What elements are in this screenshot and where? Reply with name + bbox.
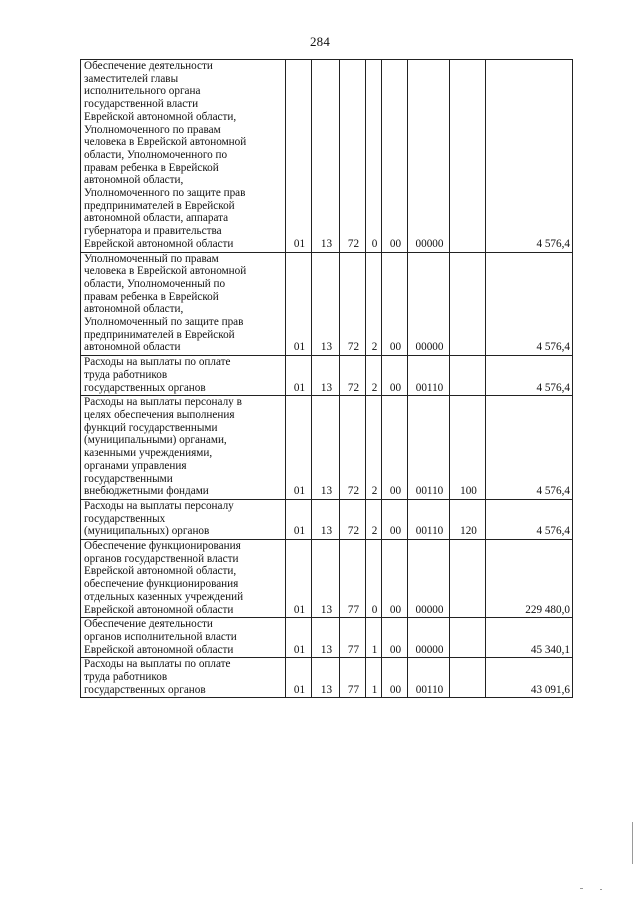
expense-type-code: [450, 658, 486, 698]
measure-code: 00: [382, 356, 408, 396]
page-number: 284: [309, 34, 331, 49]
direction-code: 00110: [408, 356, 450, 396]
section-code: 01: [286, 396, 312, 500]
amount: 4 576,4: [486, 356, 573, 396]
subprogram-code: 2: [366, 499, 382, 539]
budget-table: [80, 59, 573, 698]
direction-code: 00000: [408, 60, 450, 253]
program-code: 72: [340, 396, 366, 500]
subsection-code: 13: [312, 396, 340, 500]
section-code: 01: [286, 252, 312, 356]
measure-code: 00: [382, 618, 408, 658]
amount: 4 576,4: [486, 396, 573, 500]
row-name: Обеспечение функционирования органов государственной власти Еврейской автономной области, обеспечение функционирования отдельных казенных учреждений Еврейской автономной области: [81, 540, 286, 618]
section-code: 01: [286, 60, 312, 253]
measure-code: 00: [382, 658, 408, 698]
table-row: [81, 499, 573, 539]
subprogram-code: 1: [366, 658, 382, 698]
measure-code: 00: [382, 396, 408, 500]
row-name: Обеспечение деятельности заместителей главы исполнительного органа государственной власти Еврейской автономной области, Уполномоченного по правам человека в Еврейской автономной области, Уполномоченного по правам ребенка в Еврейской автономной области, Уполномоченного по защите прав предпринимателей в Еврейской автономной области, аппарата губернатора и правительства Еврейской автономной области: [81, 60, 286, 253]
row-name: Расходы на выплаты по оплате труда работников государственных органов: [81, 356, 286, 396]
subprogram-code: 2: [366, 252, 382, 356]
program-code: 72: [340, 252, 366, 356]
table-row: [81, 658, 573, 698]
table-row: [81, 60, 573, 253]
subprogram-code: 2: [366, 396, 382, 500]
table-row: [81, 396, 573, 500]
expense-type-code: 120: [450, 499, 486, 539]
subsection-code: 13: [312, 60, 340, 253]
program-code: 72: [340, 356, 366, 396]
scan-artifact-bottom-dot: [600, 889, 602, 890]
subsection-code: 13: [312, 499, 340, 539]
subsection-code: 13: [312, 658, 340, 698]
section-code: 01: [286, 618, 312, 658]
direction-code: 00000: [408, 540, 450, 618]
subsection-code: 13: [312, 540, 340, 618]
subprogram-code: 2: [366, 356, 382, 396]
program-code: 77: [340, 540, 366, 618]
program-code: 77: [340, 618, 366, 658]
direction-code: 00110: [408, 658, 450, 698]
expense-type-code: [450, 252, 486, 356]
program-code: 77: [340, 658, 366, 698]
table-row: [81, 540, 573, 618]
amount: 43 091,6: [486, 658, 573, 698]
subprogram-code: 0: [366, 540, 382, 618]
amount: 4 576,4: [486, 499, 573, 539]
subprogram-code: 1: [366, 618, 382, 658]
measure-code: 00: [382, 252, 408, 356]
amount: 45 340,1: [486, 618, 573, 658]
expense-type-code: [450, 60, 486, 253]
program-code: 72: [340, 60, 366, 253]
expense-type-code: [450, 356, 486, 396]
section-code: 01: [286, 356, 312, 396]
section-code: 01: [286, 499, 312, 539]
row-name: Расходы на выплаты персоналу государственных (муниципальных) органов: [81, 499, 286, 539]
table-row: [81, 252, 573, 356]
table-row: [81, 356, 573, 396]
program-code: 72: [340, 499, 366, 539]
measure-code: 00: [382, 60, 408, 253]
section-code: 01: [286, 658, 312, 698]
expense-type-code: [450, 540, 486, 618]
measure-code: 00: [382, 499, 408, 539]
amount: 4 576,4: [486, 252, 573, 356]
row-name: Расходы на выплаты персоналу в целях обеспечения выполнения функций государственными (муниципальными) органами, казенными учреждениями, органами управления государственными внебюджетными фондами: [81, 396, 286, 500]
expense-type-code: 100: [450, 396, 486, 500]
table-row: [81, 618, 573, 658]
scan-artifact-right-edge: [632, 822, 633, 864]
section-code: 01: [286, 540, 312, 618]
subsection-code: 13: [312, 252, 340, 356]
row-name: Уполномоченный по правам человека в Еврейской автономной области, Уполномоченный по правам ребенка в Еврейской автономной области, Уполномоченный по защите прав предпринимателей в Еврейской автономной области: [81, 252, 286, 356]
direction-code: 00000: [408, 618, 450, 658]
measure-code: 00: [382, 540, 408, 618]
subsection-code: 13: [312, 618, 340, 658]
row-name: Обеспечение деятельности органов исполнительной власти Еврейской автономной области: [81, 618, 286, 658]
direction-code: 00110: [408, 499, 450, 539]
scan-artifact-bottom-dot: [580, 888, 583, 889]
expense-type-code: [450, 618, 486, 658]
subprogram-code: 0: [366, 60, 382, 253]
amount: 4 576,4: [486, 60, 573, 253]
subsection-code: 13: [312, 356, 340, 396]
direction-code: 00000: [408, 252, 450, 356]
row-name: Расходы на выплаты по оплате труда работников государственных органов: [81, 658, 286, 698]
amount: 229 480,0: [486, 540, 573, 618]
direction-code: 00110: [408, 396, 450, 500]
